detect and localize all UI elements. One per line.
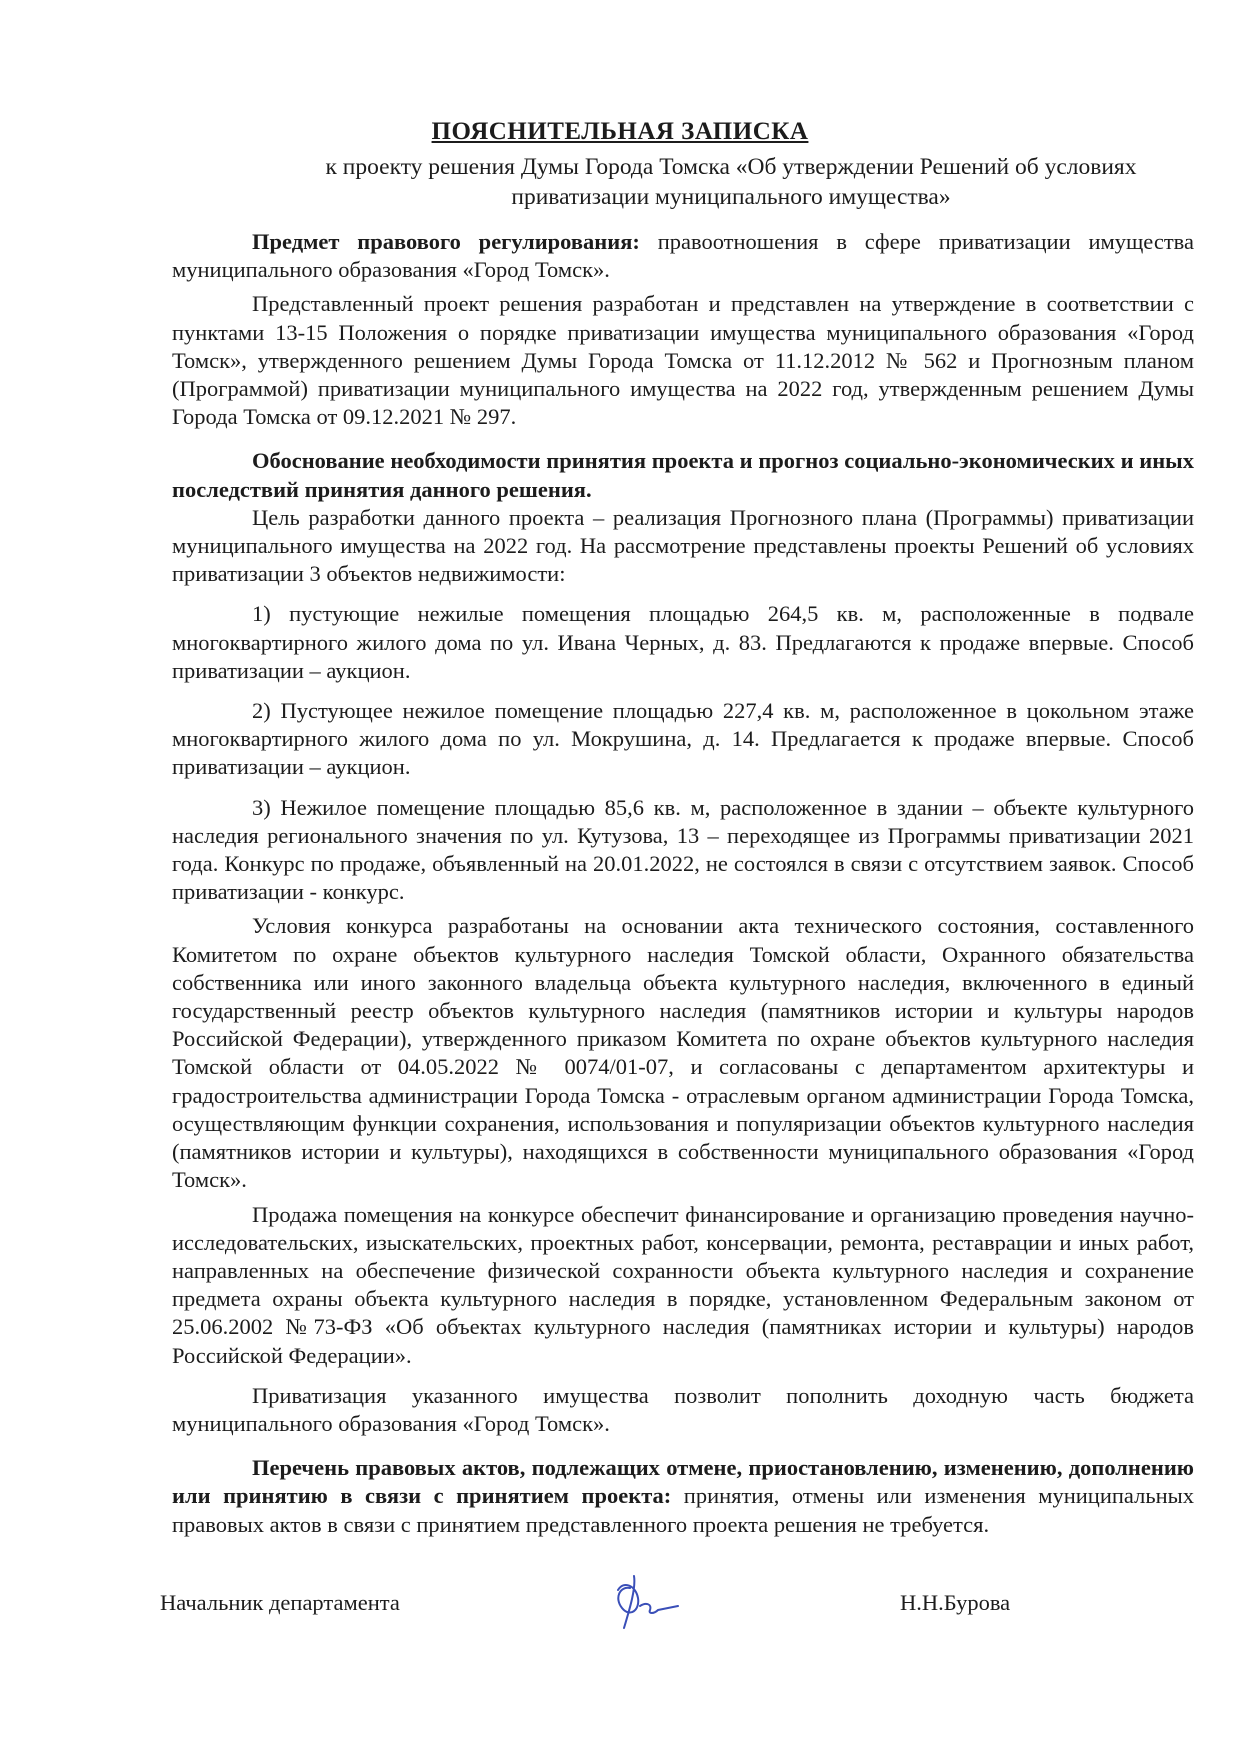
paragraph-sale-financing: Продажа помещения на конкурсе обеспечит финансирование и организацию проведения научно-исследовательских, изыскательских, проектных работ, консервации, ремонта, реставрации и иных работ, направленных на обеспечение физической сохранности объекта культурного наследия и сохранение предмета охраны объекта культурного наследия в порядке, установленном Федеральным законом от 25.06.2002 №73-ФЗ «Об объектах культурного наследия (памятниках истории и культуры) народов Российской Федерации». [172, 1201, 1194, 1368]
paragraph-justification-heading: Обоснование необходимости принятия проекта и прогноз социально-экономических и иных последствий принятия данного решения. [172, 448, 1194, 502]
signer-name: Н.Н.Бурова [900, 1590, 1011, 1615]
legal-acts-label: Перечень правовых актов, подлежащих отмене, приостановлению, изменению, дополнению или принятию в связи с принятием проекта: [172, 1455, 1194, 1509]
paragraph-budget: Приватизация указанного имущества позволит пополнить доходную часть бюджета муниципального образования «Город Томск». [172, 1382, 1194, 1436]
paragraph-legal-acts [172, 1454, 1194, 1539]
subject-text: правоотношения в сфере приватизации имущества муниципального образования «Город Томск». [172, 229, 1194, 283]
paragraph-basis: Представленный проект решения разработан и представлен на утверждение в соответствии с пунктами 13-15 Положения о порядке приватизации имущества муниципального образования «Город Томск», утвержденного решением Думы Города Томска от 11.12.2012 № 562 и Прогнозным планом (Программой) приватизации муниципального имущества на 2022 год, утвержденным решением Думы Города Томска от 09.12.2021 № 297. [172, 291, 1194, 430]
signature-block [160, 1590, 1160, 1650]
signer-position: Начальник департамента [160, 1590, 400, 1615]
legal-acts-text: принятия, отмены или изменения муниципальных правовых актов в связи с принятием представленного проекта решения не требуется. [172, 1483, 1194, 1537]
document-body [172, 228, 1194, 1539]
paragraph-subject [172, 228, 1194, 284]
paragraph-item-2: 2) Пустующее нежилое помещение площадью 227,4 кв. м, расположенное в цокольном этаже многоквартирного жилого дома по ул. Мокрушина, д. 14. Предлагается к продаже впервые. Способ приватизации – аукцион. [172, 698, 1194, 780]
document-subtitle: к проекту решения Думы Города Томска «Об утверждении Решений об условиях приватизации муниципального имущества» [325, 154, 1137, 210]
paragraph-goal: Цель разработки данного проекта – реализация Прогнозного плана (Программы) приватизации муниципального имущества на 2022 год. На рассмотрение представлены проекты Решений об условиях приватизации 3 объектов недвижимости: [172, 504, 1194, 587]
document-title: ПОЯСНИТЕЛЬНАЯ ЗАПИСКА [431, 118, 809, 145]
paragraph-item-3: 3) Нежилое помещение площадью 85,6 кв. м, расположенное в здании – объекте культурного наследия регионального значения по ул. Кутузова, 13 – переходящее из Программы приватизации 2021 года. Конкурс по продаже, объявленный на 20.01.2022, не состоялся в связи с отсутствием заявок. Способ приватизации - конкурс. [172, 794, 1194, 905]
subject-label: Предмет правового регулирования: [252, 229, 640, 254]
paragraph-competition-conditions: Условия конкурса разработаны на основании акта технического состояния, составленного Комитетом по охране объектов культурного наследия Томской области, Охранного обязательства собственника или иного законного владельца объекта культурного наследия, включенного в единый государственный реестр объектов культурного наследия (памятников истории и культуры народов Российской Федерации), утвержденного приказом Комитета по охране объектов культурного наследия Томской области от 04.05.2022 № 0074/01-07, и согласованы с департаментом архитектуры и градостроительства администрации Города Томска - отраслевым органом администрации Города Томска, осуществляющим функции сохранения, использования и популяризации объектов культурного наследия (памятников истории и культуры), находящихся в собственности муниципального образования «Город Томск». [172, 913, 1194, 1193]
paragraph-item-1: 1) пустующие нежилые помещения площадью 264,5 кв. м, расположенные в подвале многоквартирного жилого дома по ул. Ивана Черных, д. 83. Предлагаются к продаже впервые. Способ приватизации – аукцион. [172, 601, 1194, 683]
signature-stroke [618, 1576, 678, 1628]
handwritten-signature [600, 1568, 700, 1638]
